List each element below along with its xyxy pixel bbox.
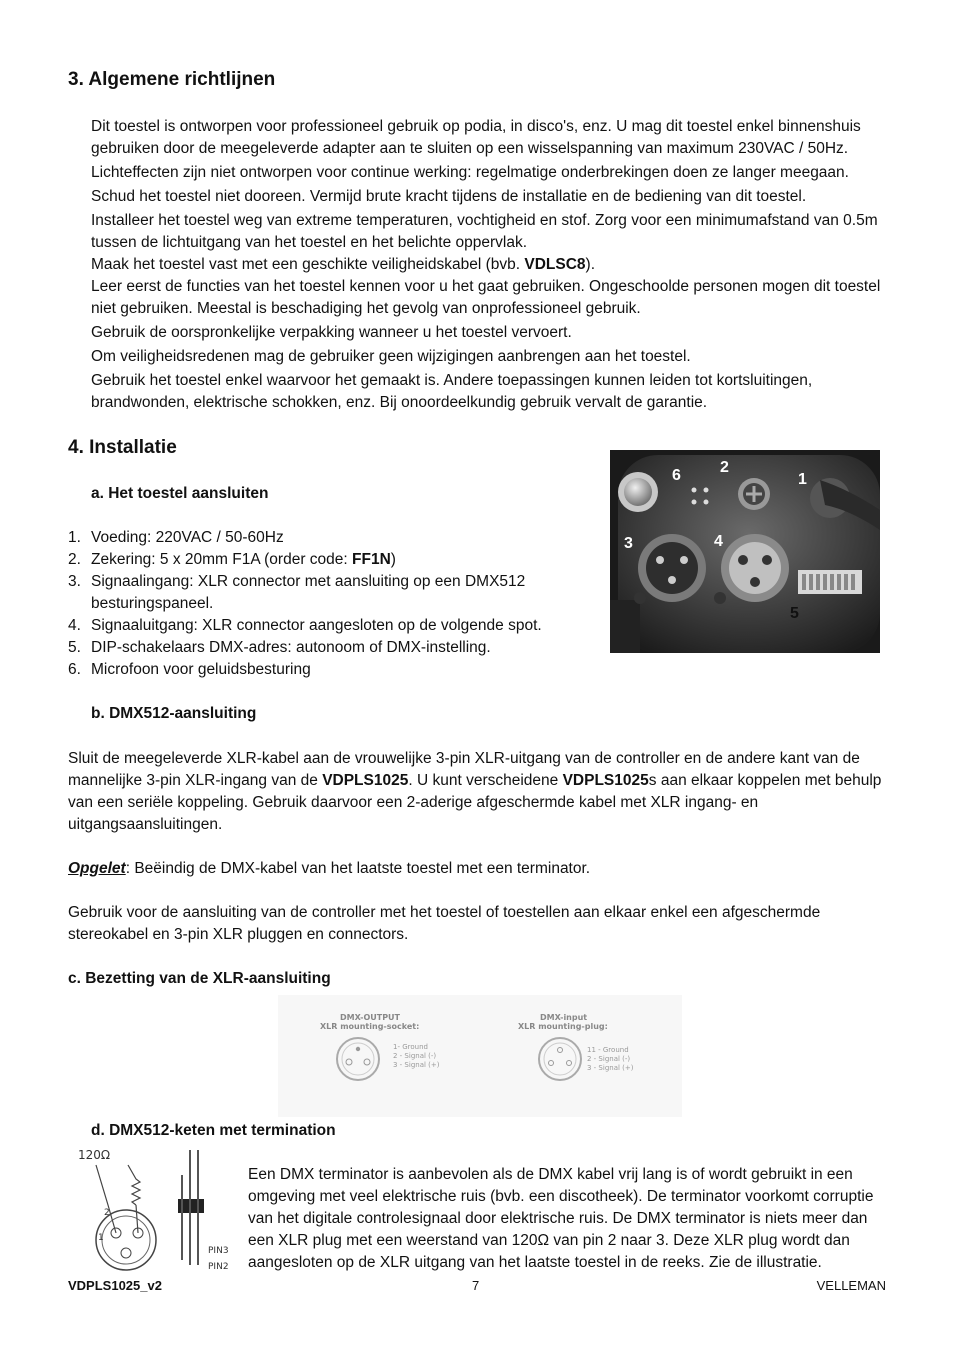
list-text: DIP-schakelaars DMX-adres: autonoom of DMX-instelling. [91, 639, 491, 656]
subheading-a: a. Het toestel aansluiten [91, 485, 269, 502]
text: s aan elkaar koppelen met behulp van een seriële koppeling. Gebruik daarvoor een 2-aderige afgeschermde kabel met XLR ingang- en uitgangsaansluitingen. [68, 772, 882, 833]
section-3-heading: 3. Algemene richtlijnen [68, 69, 276, 90]
xlr-left-pin1: 1- Ground [393, 1043, 428, 1051]
xlr-right-pin3: 3 - Signal (+) [587, 1064, 634, 1072]
paragraph: Dit toestel is ontworpen voor professioneel gebruik op podia, in disco's, enz. U mag dit toestel enkel binnenshuis gebruiken door de meegeleverde adapter aan te sluiten op een wisselspanning van maximum 230VAC / 50Hz. [91, 118, 861, 157]
xlr-right-title2: XLR mounting-plug: [518, 1022, 608, 1031]
xlr-right-pin1: 11 - Ground [587, 1046, 629, 1054]
paragraph: Gebruik het toestel enkel waarvoor het gemaakt is. Andere toepassingen kunnen leiden tot kortsluitingen, brandwonden, elektrische schokken, enz. Bij onoordeelkundig gebruik vervalt de garantie. [91, 372, 813, 411]
xlr-left-pin2: 2 - Signal (-) [393, 1052, 437, 1060]
list-item [68, 549, 568, 571]
list-item [68, 527, 568, 549]
list-number: 3. [68, 573, 81, 590]
photo-label-1: 1 [798, 471, 807, 488]
dmx-paragraph [68, 748, 888, 836]
xlr-pinout-drawing [278, 995, 682, 1117]
xlr-left-title1: DMX-OUTPUT [340, 1013, 401, 1022]
list-text: ) [390, 551, 396, 568]
list-item [68, 659, 568, 681]
list-item [68, 571, 568, 615]
xlr-right-title1: DMX-input [540, 1013, 588, 1022]
photo-label-6: 6 [672, 467, 681, 484]
xlr-left-pin3: 3 - Signal (+) [393, 1061, 440, 1069]
rear-panel-photo [610, 450, 880, 653]
list-text: Signaalingang: XLR connector met aansluiting op een DMX512 besturingspaneel. [91, 573, 526, 612]
text: : Beëindig de DMX-kabel van het laatste toestel met een terminator. [125, 860, 591, 877]
paragraph: Gebruik de oorspronkelijke verpakking wanneer u het toestel vervoert. [91, 324, 572, 341]
product-code: VDPLS1025 [562, 772, 649, 789]
paragraph: Lichteffecten zijn niet ontworpen voor continue werking: regelmatige onderbrekingen doen ze langer meegaan. [91, 164, 849, 181]
terminator-illustration [68, 1145, 240, 1275]
text: ). [585, 256, 595, 273]
list-text: Voeding: 220VAC / 50-60Hz [91, 529, 284, 546]
list-number: 1. [68, 529, 81, 546]
footer-right: VELLEMAN [816, 1278, 886, 1293]
list-item [68, 615, 568, 637]
xlr-right-pin2: 2 - Signal (-) [587, 1055, 631, 1063]
text: . U kunt verscheidene [408, 772, 563, 789]
paragraph [91, 254, 891, 276]
section-3-body [91, 116, 891, 414]
paragraph: Installeer het toestel weg van extreme temperaturen, vochtigheid en stof. Zorg voor een minimumafstand van 0.5m tussen de lichtuitgang van het toestel en het belichte oppervlak. [91, 212, 878, 251]
connection-list [68, 527, 568, 681]
photo-label-5: 5 [790, 605, 799, 622]
svg-text:1: 1 [98, 1233, 104, 1243]
terminator-paragraph: Een DMX terminator is aanbevolen als de DMX kabel vrij lang is of wordt gebruikt in een omgeving met veel elektrische ruis (bvb. een discotheek). De terminator voorkomt corruptie van het digitale controlesignaal door elektrische ruis. De DMX terminator is niets meer dan een XLR plug met een weerstand van 120Ω van pin 2 naar 3. Deze XLR plug wordt dan aangesloten op de XLR uitgang van het laatste toestel in de reeks. Zie de illustratie. [248, 1166, 874, 1271]
order-code: FF1N [352, 551, 391, 568]
resistor-label: 120Ω [78, 1148, 111, 1162]
pin2-label: PIN2 [208, 1262, 229, 1272]
product-code: VDPLS1025 [322, 772, 409, 789]
footer-left: VDPLS1025_v2 [68, 1278, 162, 1293]
photo-label-4: 4 [714, 533, 723, 550]
list-text: Signaaluitgang: XLR connector aangesloten op de volgende spot. [91, 617, 542, 634]
subheading-b: b. DMX512-aansluiting [91, 705, 257, 722]
photo-label-3: 3 [624, 535, 633, 552]
svg-text:2: 2 [104, 1208, 110, 1218]
paragraph: Leer eerst de functies van het toestel kennen voor u het gaat gebruiken. Ongeschoolde personen mogen dit toestel niet gebruiken. Meestal is beschadiging het gevolg van onprofessioneel gebruik. [91, 278, 881, 317]
page-number: 7 [472, 1278, 480, 1293]
warning-label: Opgelet [68, 860, 126, 877]
list-number: 5. [68, 639, 81, 656]
section-4-heading: 4. Installatie [68, 437, 177, 458]
cable-paragraph: Gebruik voor de aansluiting van de controller met het toestel of toestellen aan elkaar enkel een afgeschermde stereokabel en 3-pin XLR pluggen en connectors. [68, 904, 821, 943]
pin3-label: PIN3 [208, 1246, 229, 1256]
paragraph: Schud het toestel niet dooreen. Vermijd brute kracht tijdens de installatie en de bediening van dit toestel. [91, 188, 807, 205]
warning-paragraph [68, 858, 888, 880]
list-text: Zekering: 5 x 20mm F1A (order code: [91, 551, 353, 568]
list-text: Microfoon voor geluidsbesturing [91, 661, 311, 678]
subheading-d: d. DMX512-keten met termination [91, 1122, 336, 1139]
terminator-drawing [68, 1145, 240, 1275]
text: Maak het toestel vast met een geschikte veiligheidskabel (bvb. [91, 256, 525, 273]
paragraph: Om veiligheidsredenen mag de gebruiker geen wijzigingen aanbrengen aan het toestel. [91, 348, 691, 365]
text: Sluit de meegeleverde XLR-kabel aan de vrouwelijke 3-pin XLR-uitgang van de controller en de andere kant van de mannelijke 3-pin XLR-ingang van de [68, 750, 860, 789]
list-number: 2. [68, 551, 81, 568]
list-number: 6. [68, 661, 81, 678]
xlr-pinout-image [278, 995, 682, 1117]
product-code: VDLSC8 [524, 256, 586, 273]
subheading-c: c. Bezetting van de XLR-aansluiting [68, 970, 331, 987]
list-item [68, 637, 568, 659]
photo-label-2: 2 [720, 459, 729, 476]
list-number: 4. [68, 617, 81, 634]
xlr-left-title2: XLR mounting-socket: [320, 1022, 420, 1031]
